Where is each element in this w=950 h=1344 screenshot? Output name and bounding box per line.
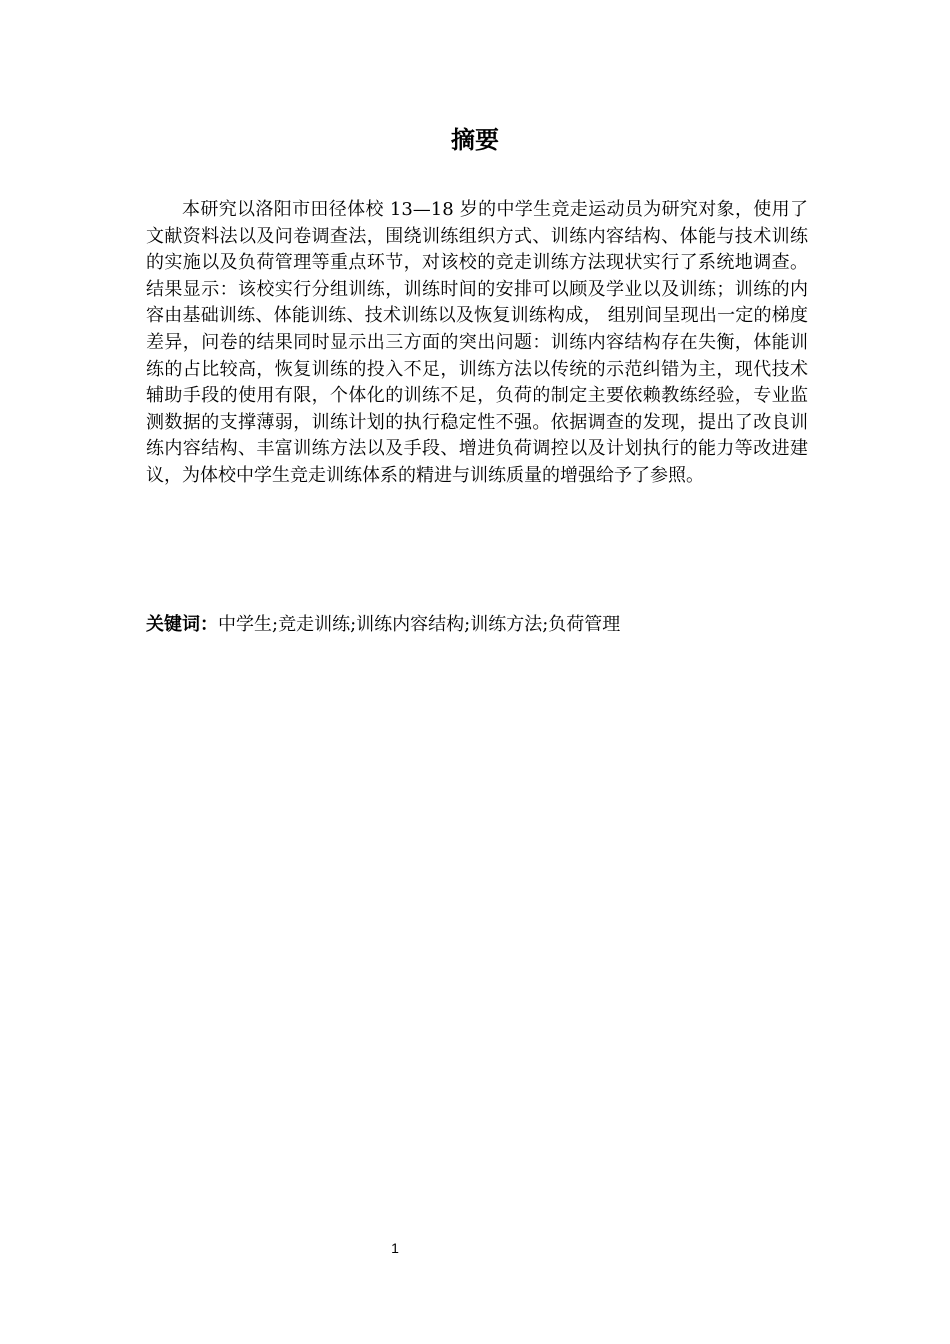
page-number: 1	[391, 1240, 399, 1256]
keywords-line	[146, 611, 808, 638]
keywords-list: 中学生;竞走训练;训练内容结构;训练方法;负荷管理	[218, 614, 621, 635]
keywords-label: 关键词：	[146, 614, 218, 635]
page-title: 摘要	[451, 126, 499, 154]
abstract-paragraph: 本研究以洛阳市田径体校 13—18 岁的中学生竞走运动员为研究对象，使用了文献资料法以及问卷调查法，围绕训练组织方式、训练内容结构、体能与技术训练的实施以及负荷管理等重点环节，对该校的竞走训练方法现状实行了系统地调查。结果显示：该校实行分组训练，训练时间的安排可以顾及学业以及训练；训练的内容由基础训练、体能训练、技术训练以及恢复训练构成， 组别间呈现出一定的梯度差异，问卷的结果同时显示出三方面的突出问题：训练内容结构存在失衡，体能训练的占比较高，恢复训练的投入不足，训练方法以传统的示范纠错为主，现代技术辅助手段的使用有限，个体化的训练不足，负荷的制定主要依赖教练经验，专业监测数据的支撑薄弱，训练计划的执行稳定性不强。依据调查的发现，提出了改良训练内容结构、丰富训练方法以及手段、增进负荷调控以及计划执行的能力等改进建议，为体校中学生竞走训练体系的精进与训练质量的增强给予了参照。	[146, 199, 808, 486]
